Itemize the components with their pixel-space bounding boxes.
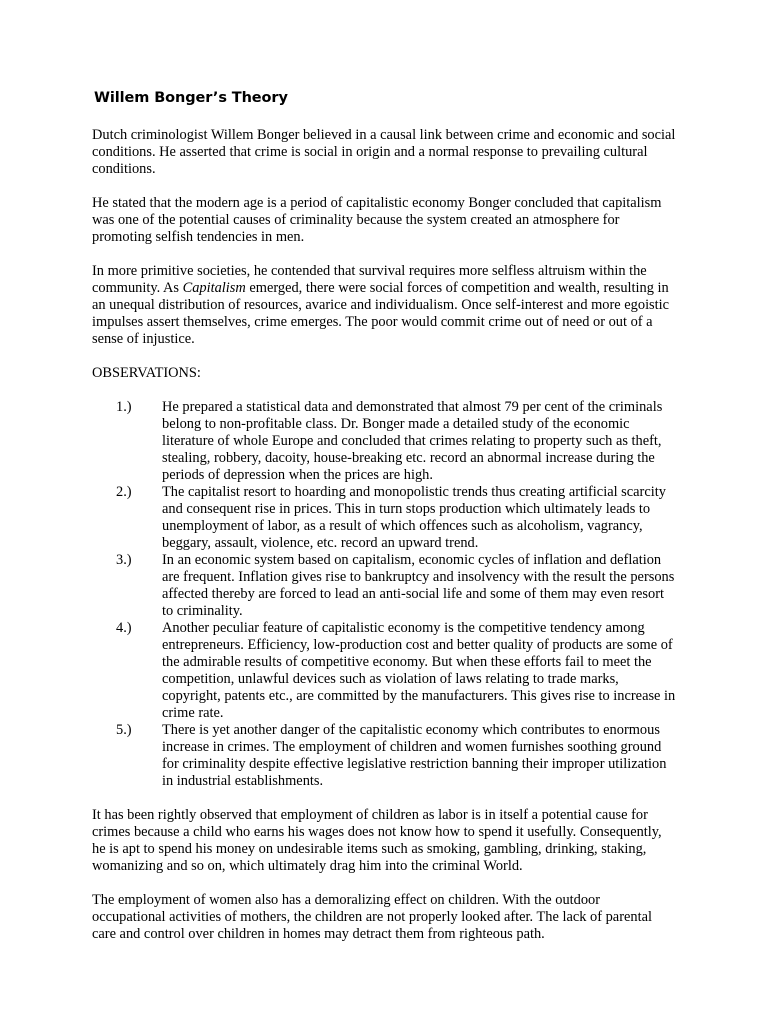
observation-number: 4.) [116, 620, 132, 636]
observation-item [92, 399, 677, 484]
observation-number: 3.) [116, 552, 132, 568]
observation-item [92, 552, 677, 620]
observation-number: 1.) [116, 399, 132, 415]
observation-item [92, 484, 677, 552]
paragraph-primitive-part2: emerged, there were social forces of competition and wealth, resulting in an unequal distribution of resources, avarice and individualism. Once self-interest and more egoistic impulses assert themselves, crime emerges. The poor would commit crime out of need or out of a sense of injustice. [92, 280, 670, 347]
observation-text: Another peculiar feature of capitalistic economy is the competitive tendency among entrepreneurs. Efficiency, low-production cost and better quality of products are some of the admirable results of competitive economy. But when these efforts fail to meet the competition, unlawful devices such as violation of laws relating to trade marks, copyright, patents etc., are committed by the manufacturers. This gives rise to increase in crime rate. [162, 620, 676, 721]
paragraph-women-employment: The employment of women also has a demoralizing effect on children. With the outdoor occupational activities of mothers, the children are not properly looked after. The lack of parental care and control over children in homes may detract them from righteous path. [92, 892, 652, 942]
observation-number: 2.) [116, 484, 132, 500]
observation-item [92, 722, 677, 790]
observation-text: In an economic system based on capitalism, economic cycles of inflation and deflation are frequent. Inflation gives rise to bankruptcy and insolvency with the result the persons affected thereby are forced to lead an anti-social life and some of them may even resort to criminality. [162, 552, 675, 619]
observation-number: 5.) [116, 722, 132, 738]
paragraph-intro-capitalism: He stated that the modern age is a period of capitalistic economy Bonger concluded that capitalism was one of the potential causes of criminality because the system created an atmosphere for promoting selfish tendencies in men. [92, 195, 662, 245]
paragraph-primitive-part1: In more primitive societies, he contended that survival requires more selfless altruism within the community. As [92, 263, 647, 296]
observation-item [92, 620, 677, 722]
observation-text: There is yet another danger of the capitalistic economy which contributes to enormous increase in crimes. The employment of children and women furnishes soothing ground for criminality despite effective legislative restriction banning their improper utilization in industrial establishments. [162, 722, 667, 789]
paragraph-intro-causal-link: Dutch criminologist Willem Bonger believed in a causal link between crime and economic and social conditions. He asserted that crime is social in origin and a normal response to prevailing cultural conditions. [92, 127, 676, 177]
observation-text: The capitalist resort to hoarding and monopolistic trends thus creating artificial scarcity and consequent rise in prices. This in turn stops production which ultimately leads to unemployment of labor, as a result of which offences such as alcoholism, vagrancy, beggary, assault, violence, etc. record an upward trend. [162, 484, 666, 551]
paragraph-primitive-italic: Capitalism [182, 280, 246, 296]
document-page [92, 88, 677, 960]
paragraph-primitive-societies [92, 263, 677, 348]
observations-heading: OBSERVATIONS: [92, 365, 201, 381]
observations-list [92, 399, 677, 790]
observation-text: He prepared a statistical data and demonstrated that almost 79 per cent of the criminals belong to non-profitable class. Dr. Bonger made a detailed study of the economic literature of whole Europe and concluded that crimes relating to property such as theft, stealing, robbery, dacoity, house-breaking etc. record an abnormal increase during the periods of depression when the prices are high. [162, 399, 663, 483]
paragraph-child-labor: It has been rightly observed that employment of children as labor is in itself a potential cause for crimes because a child who earns his wages does not know how to spend it usefully. Consequently, he is apt to spend his money on undesirable items such as smoking, gambling, drinking, staking, womanizing and so on, which ultimately drag him into the criminal World. [92, 807, 662, 874]
document-title: Willem Bonger’s Theory [94, 90, 288, 106]
